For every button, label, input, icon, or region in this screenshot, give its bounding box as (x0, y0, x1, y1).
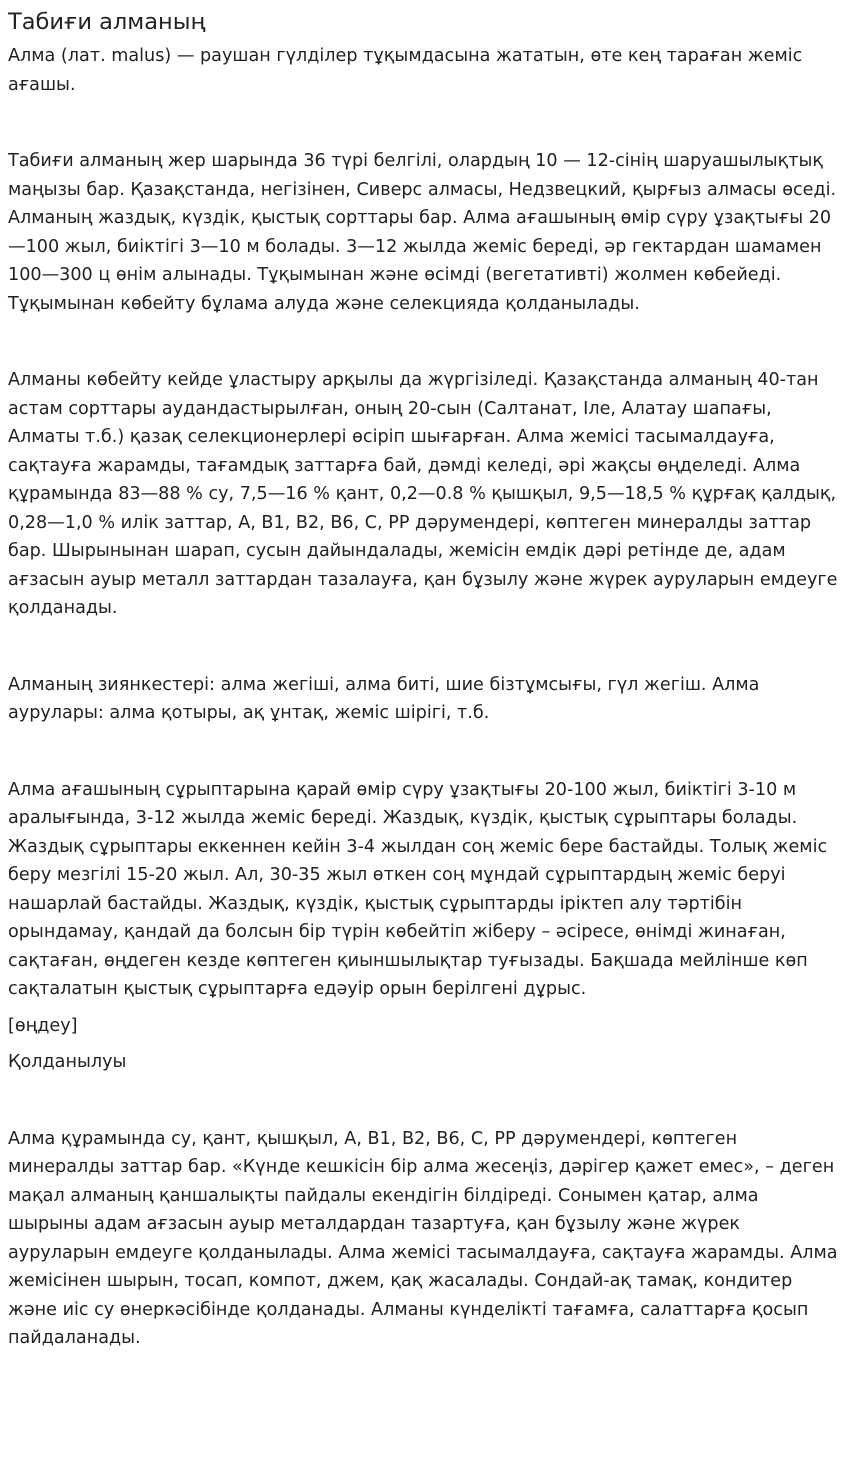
paragraph-spacer (8, 1077, 839, 1125)
paragraph-spacer (8, 99, 839, 147)
intro-paragraph: Алма (лат. malus) — раушан гүлділер тұқымдасына жататын, өте кең тараған жеміс ағашы. (8, 46, 803, 95)
paragraph-spacer (8, 623, 839, 671)
paragraph-species: Табиғи алманың жер шарында 36 түрі белгілі, олардың 10 — 12-сінің шаруашылықтық маңызы бар. Қазақстанда, негізінен, Сиверс алмасы, Недзвецкий, қырғыз алмасы өседі. Алманың жаздық, күздік, қыстық сорттары бар. Алма ағашының өмір сүру ұзақтығы 20—100 жыл, биіктігі 3—10 м болады. 3—12 жылда жеміс береді, әр гектардан шамамен 100—300 ц өнім алынады. Тұқымынан және өсімді (вегетативті) жолмен көбейеді. Тұқымынан көбейту бұлама алуда және селекцияда қолданылады. (8, 151, 837, 314)
section-heading-usage: Қолданылуы (8, 1052, 127, 1072)
paragraph-pests: Алманың зиянкестері: алма жегіші, алма биті, шие бізтұмсығы, гүл жегіш. Алма аурулары: алма қотыры, ақ ұнтақ, жеміс шірігі, т.б. (8, 674, 760, 723)
paragraph-spacer (8, 318, 839, 366)
edit-link[interactable]: [өңдеу] (8, 1015, 78, 1036)
paragraph-spacer (8, 1040, 839, 1048)
article-title: Табиғи алманың (8, 9, 206, 35)
paragraph-spacer (8, 728, 839, 776)
paragraph-propagation: Алманы көбейту кейде ұластыру арқылы да жүргізіледі. Қазақстанда алманың 40-тан астам сорттары аудандастырылған, оның 20-сын (Салтанат, Іле, Алатау шапағы, Алматы т.б.) қазақ селекционерлері өсіріп шығарған. Алма жемісі тасымалдауға, сақтауға жарамды, тағамдық заттарға бай, дәмді келеді, әрі жақсы өңделеді. Алма құрамында 83—88 % су, 7,5—16 % қант, 0,2—0.8 % қышқыл, 9,5—18,5 % құрғақ қалдық, 0,28—1,0 % илік заттар, А, В1, В2, В6, С, РР дәрумендері, көптеген минералды заттар бар. Шырынынан шарап, сусын дайындалады, жемісін емдік дәрі ретінде де, адам ағзасын ауыр металл заттардан тазалауға, қан бұзылу және жүрек ауруларын емдеуге қолданады. (8, 370, 838, 618)
paragraph-spacer (8, 1004, 839, 1012)
paragraph-usage: Алма құрамында су, қант, қышқыл, А, В1, В2, В6, С, РР дәрумендері, көптеген минералды заттар бар. «Күнде кешкісін бір алма жесеңіз, дәрігер қажет емес», – деген мақал алманың қаншалықты пайдалы екендігін білдіреді. Сонымен қатар, алма шырыны адам ағзасын ауыр металдардан тазартуға, қан бұзылу және жүрек ауруларын емдеуге қолданылады. Алма жемісі тасымалдауға, сақтауға жарамды. Алма жемісінен шырын, тосап, компот, джем, қақ жасалады. Сондай-ақ тамақ, кондитер және иіс су өнеркәсібінде қолданады. Алманы күнделікті тағамға, салаттарға қосып пайдаланады. (8, 1128, 838, 1348)
paragraph-varieties: Алма ағашының сұрыптарына қарай өмір сүру ұзақтығы 20-100 жыл, биіктігі 3-10 м аралығында, 3-12 жылда жеміс береді. Жаздық, күздік, қыстық сұрыптары болады. Жаздық сұрыптары еккеннен кейін 3-4 жылдан соң жеміс бере бастайды. Толық жеміс беру мезгілі 15-20 жыл. Ал, 30-35 жыл өткен соң мұндай сұрыптардың жеміс беруі нашарлай бастайды. Жаздық, күздік, қыстық сұрыптарды іріктеп алу тәртібін орындамау, қандай да болсын бір түрін көбейтіп жіберу – әсіресе, өнімді жинаған, сақтаған, өңдеген кезде көптеген қиыншылықтар туғызады. Бақшада мейлінше көп сақталатын қыстық сұрыптарға едәуір орын берілгені дұрыс. (8, 779, 828, 999)
